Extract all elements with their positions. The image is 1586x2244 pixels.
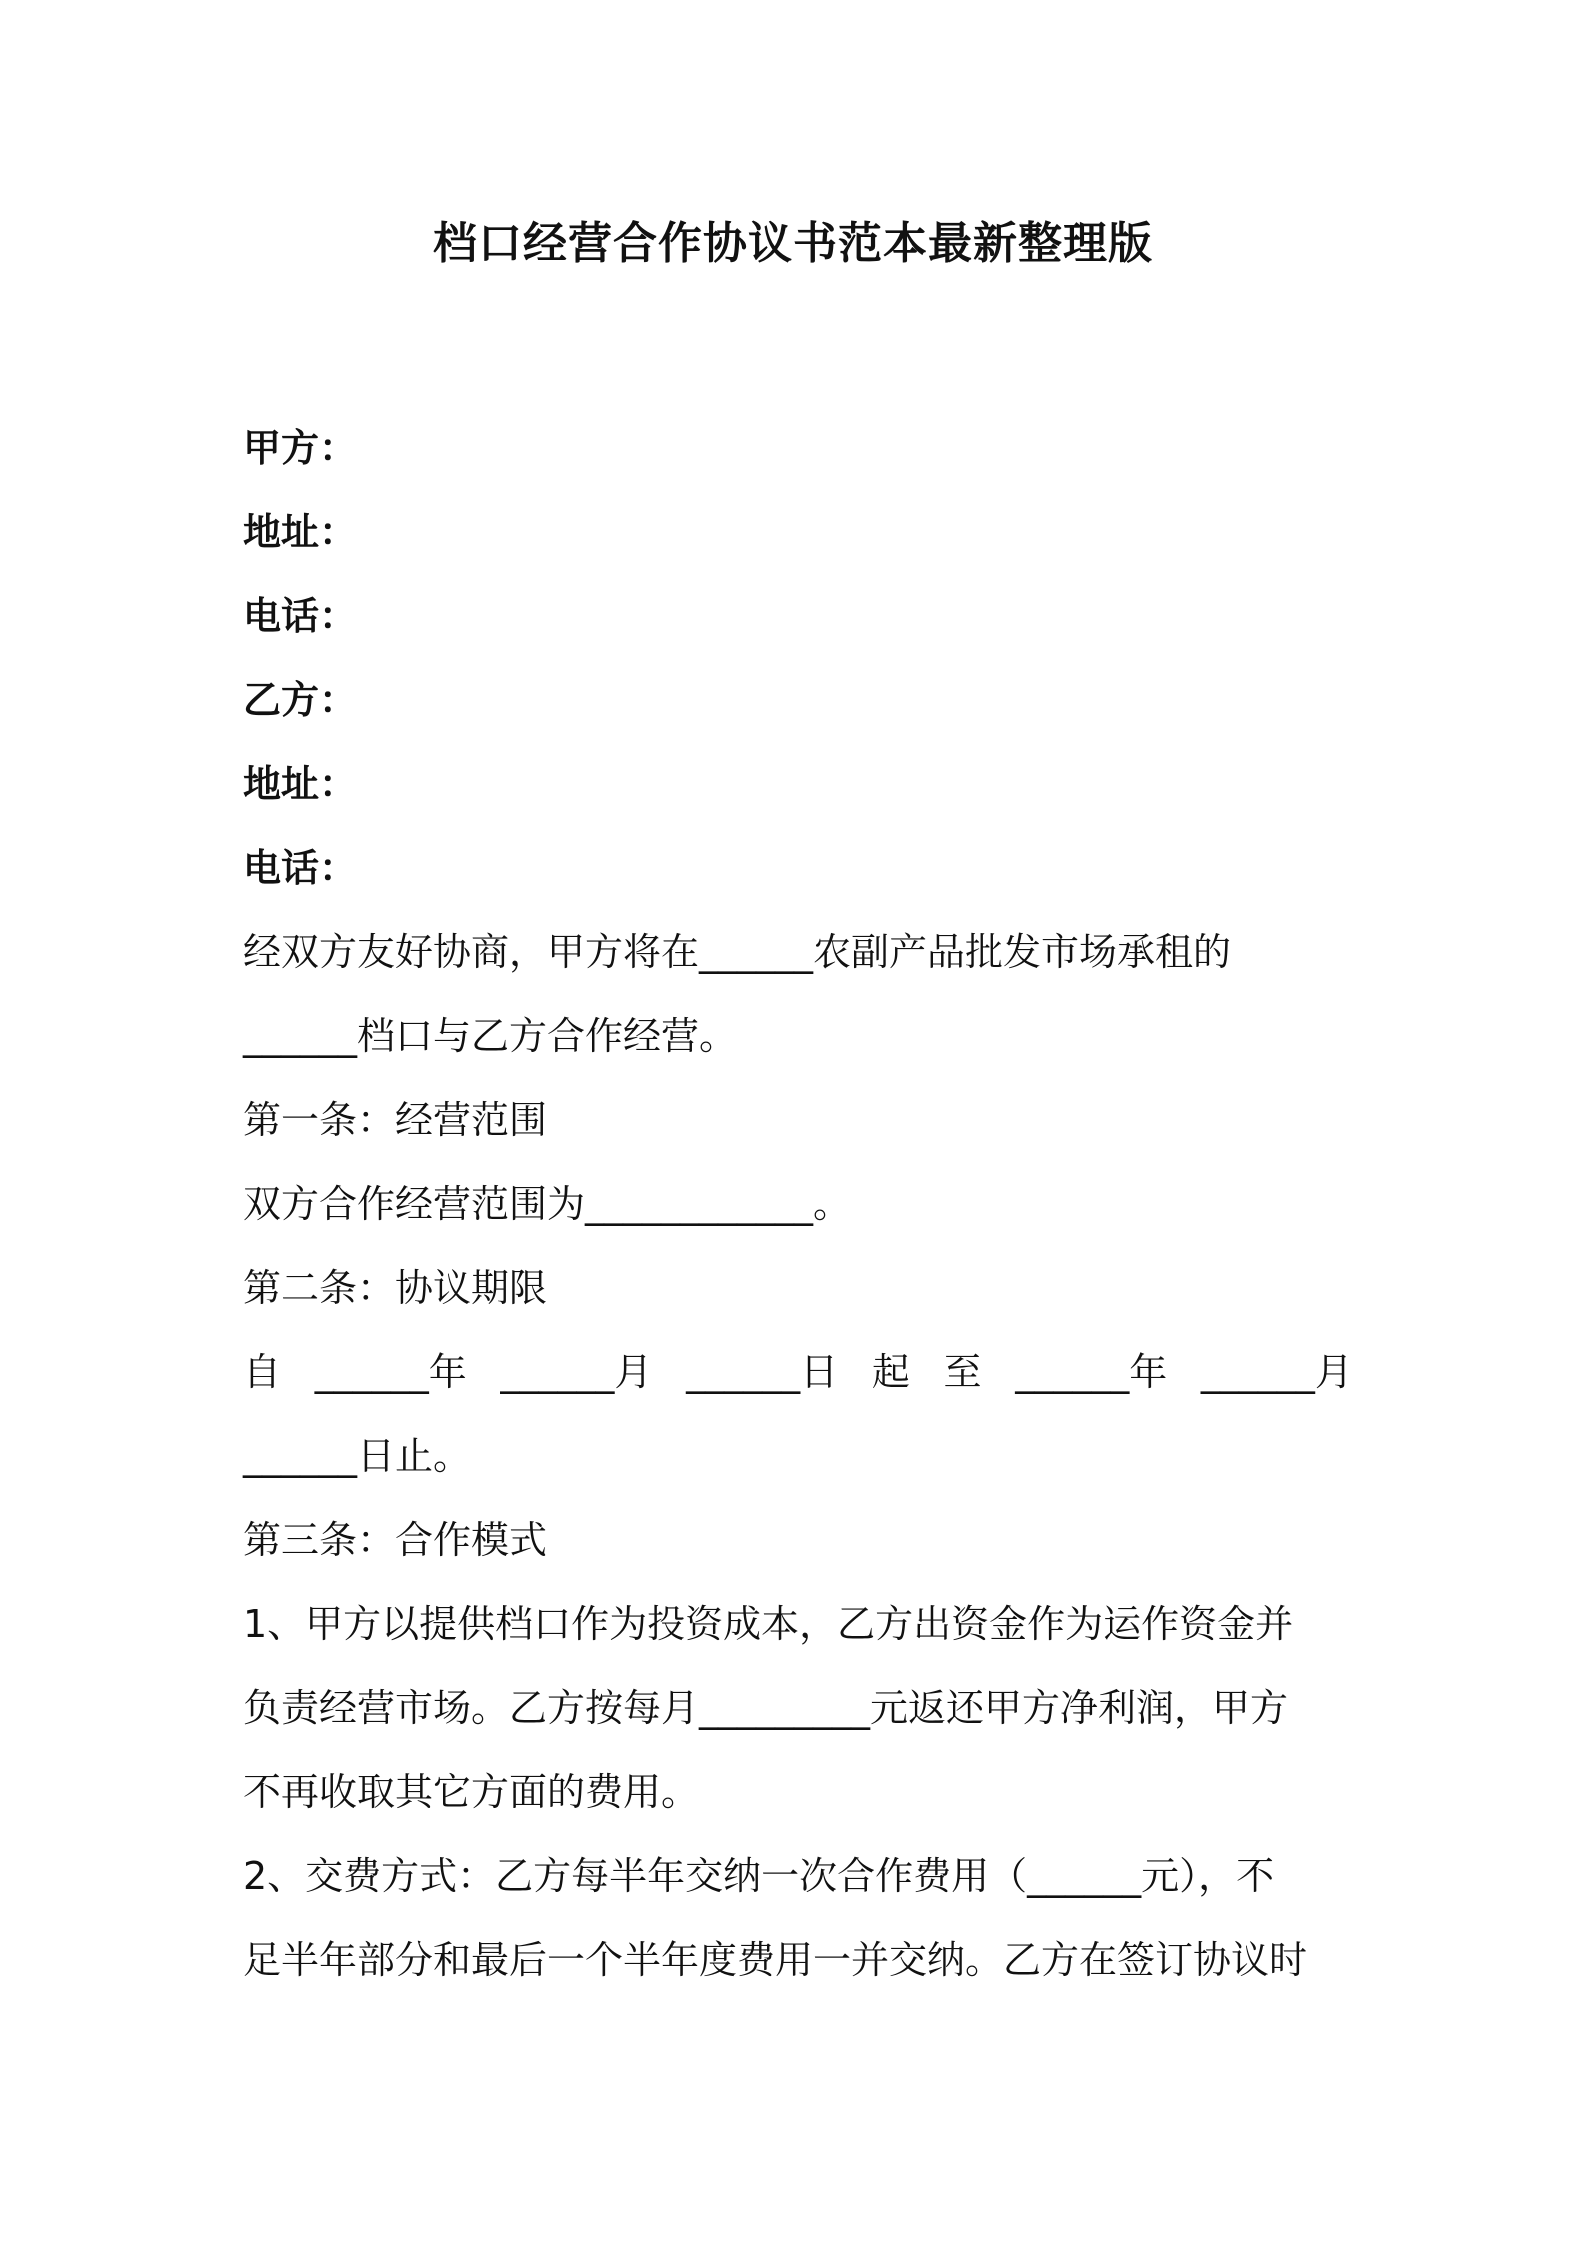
article-2-period-line [243, 1330, 1353, 1414]
period-part: ______年 [314, 1350, 467, 1394]
clause-1-line-3: 不再收取其它方面的费用。 [243, 1770, 700, 1814]
article-1-text: 双方合作经营范围为____________。 [243, 1182, 852, 1226]
period-part: 自 [243, 1350, 282, 1394]
article-1-heading: 第一条：经营范围 [243, 1098, 548, 1142]
party-a-label: 甲方： [243, 426, 358, 470]
article-3-heading: 第三条：合作模式 [243, 1518, 548, 1562]
intro-line-1: 经双方友好协商，甲方将在______农副产品批发市场承租的 [243, 930, 1232, 974]
intro-line-2: ______档口与乙方合作经营。 [243, 1014, 738, 1058]
article-2-period-end: ______日止。 [243, 1434, 472, 1478]
period-part: 至 [943, 1350, 982, 1394]
period-part: ______月 [1200, 1350, 1353, 1394]
period-part: 起 [871, 1350, 910, 1394]
party-a-phone-label: 电话： [243, 594, 358, 638]
party-b-address-label: 地址： [243, 762, 358, 806]
clause-1-line-2: 负责经营市场。乙方按每月_________元返还甲方净利润，甲方 [243, 1686, 1289, 1730]
clause-2-line-2: 足半年部分和最后一个半年度费用一并交纳。乙方在签订协议时 [243, 1938, 1308, 1982]
period-part: ______年 [1015, 1350, 1168, 1394]
period-part: ______日 [686, 1350, 839, 1394]
party-a-address-label: 地址： [243, 510, 358, 554]
period-part: ______月 [500, 1350, 653, 1394]
document-title: 档口经营合作协议书范本最新整理版 [433, 218, 1153, 269]
clause-2-line-1: 2、交费方式：乙方每半年交纳一次合作费用（______元），不 [243, 1854, 1275, 1898]
article-2-heading: 第二条：协议期限 [243, 1266, 548, 1310]
document-body [243, 406, 1353, 2002]
party-b-label: 乙方： [243, 678, 358, 722]
party-b-phone-label: 电话： [243, 846, 358, 890]
clause-1-line-1: 1、甲方以提供档口作为投资成本，乙方出资金作为运作资金并 [243, 1602, 1294, 1646]
